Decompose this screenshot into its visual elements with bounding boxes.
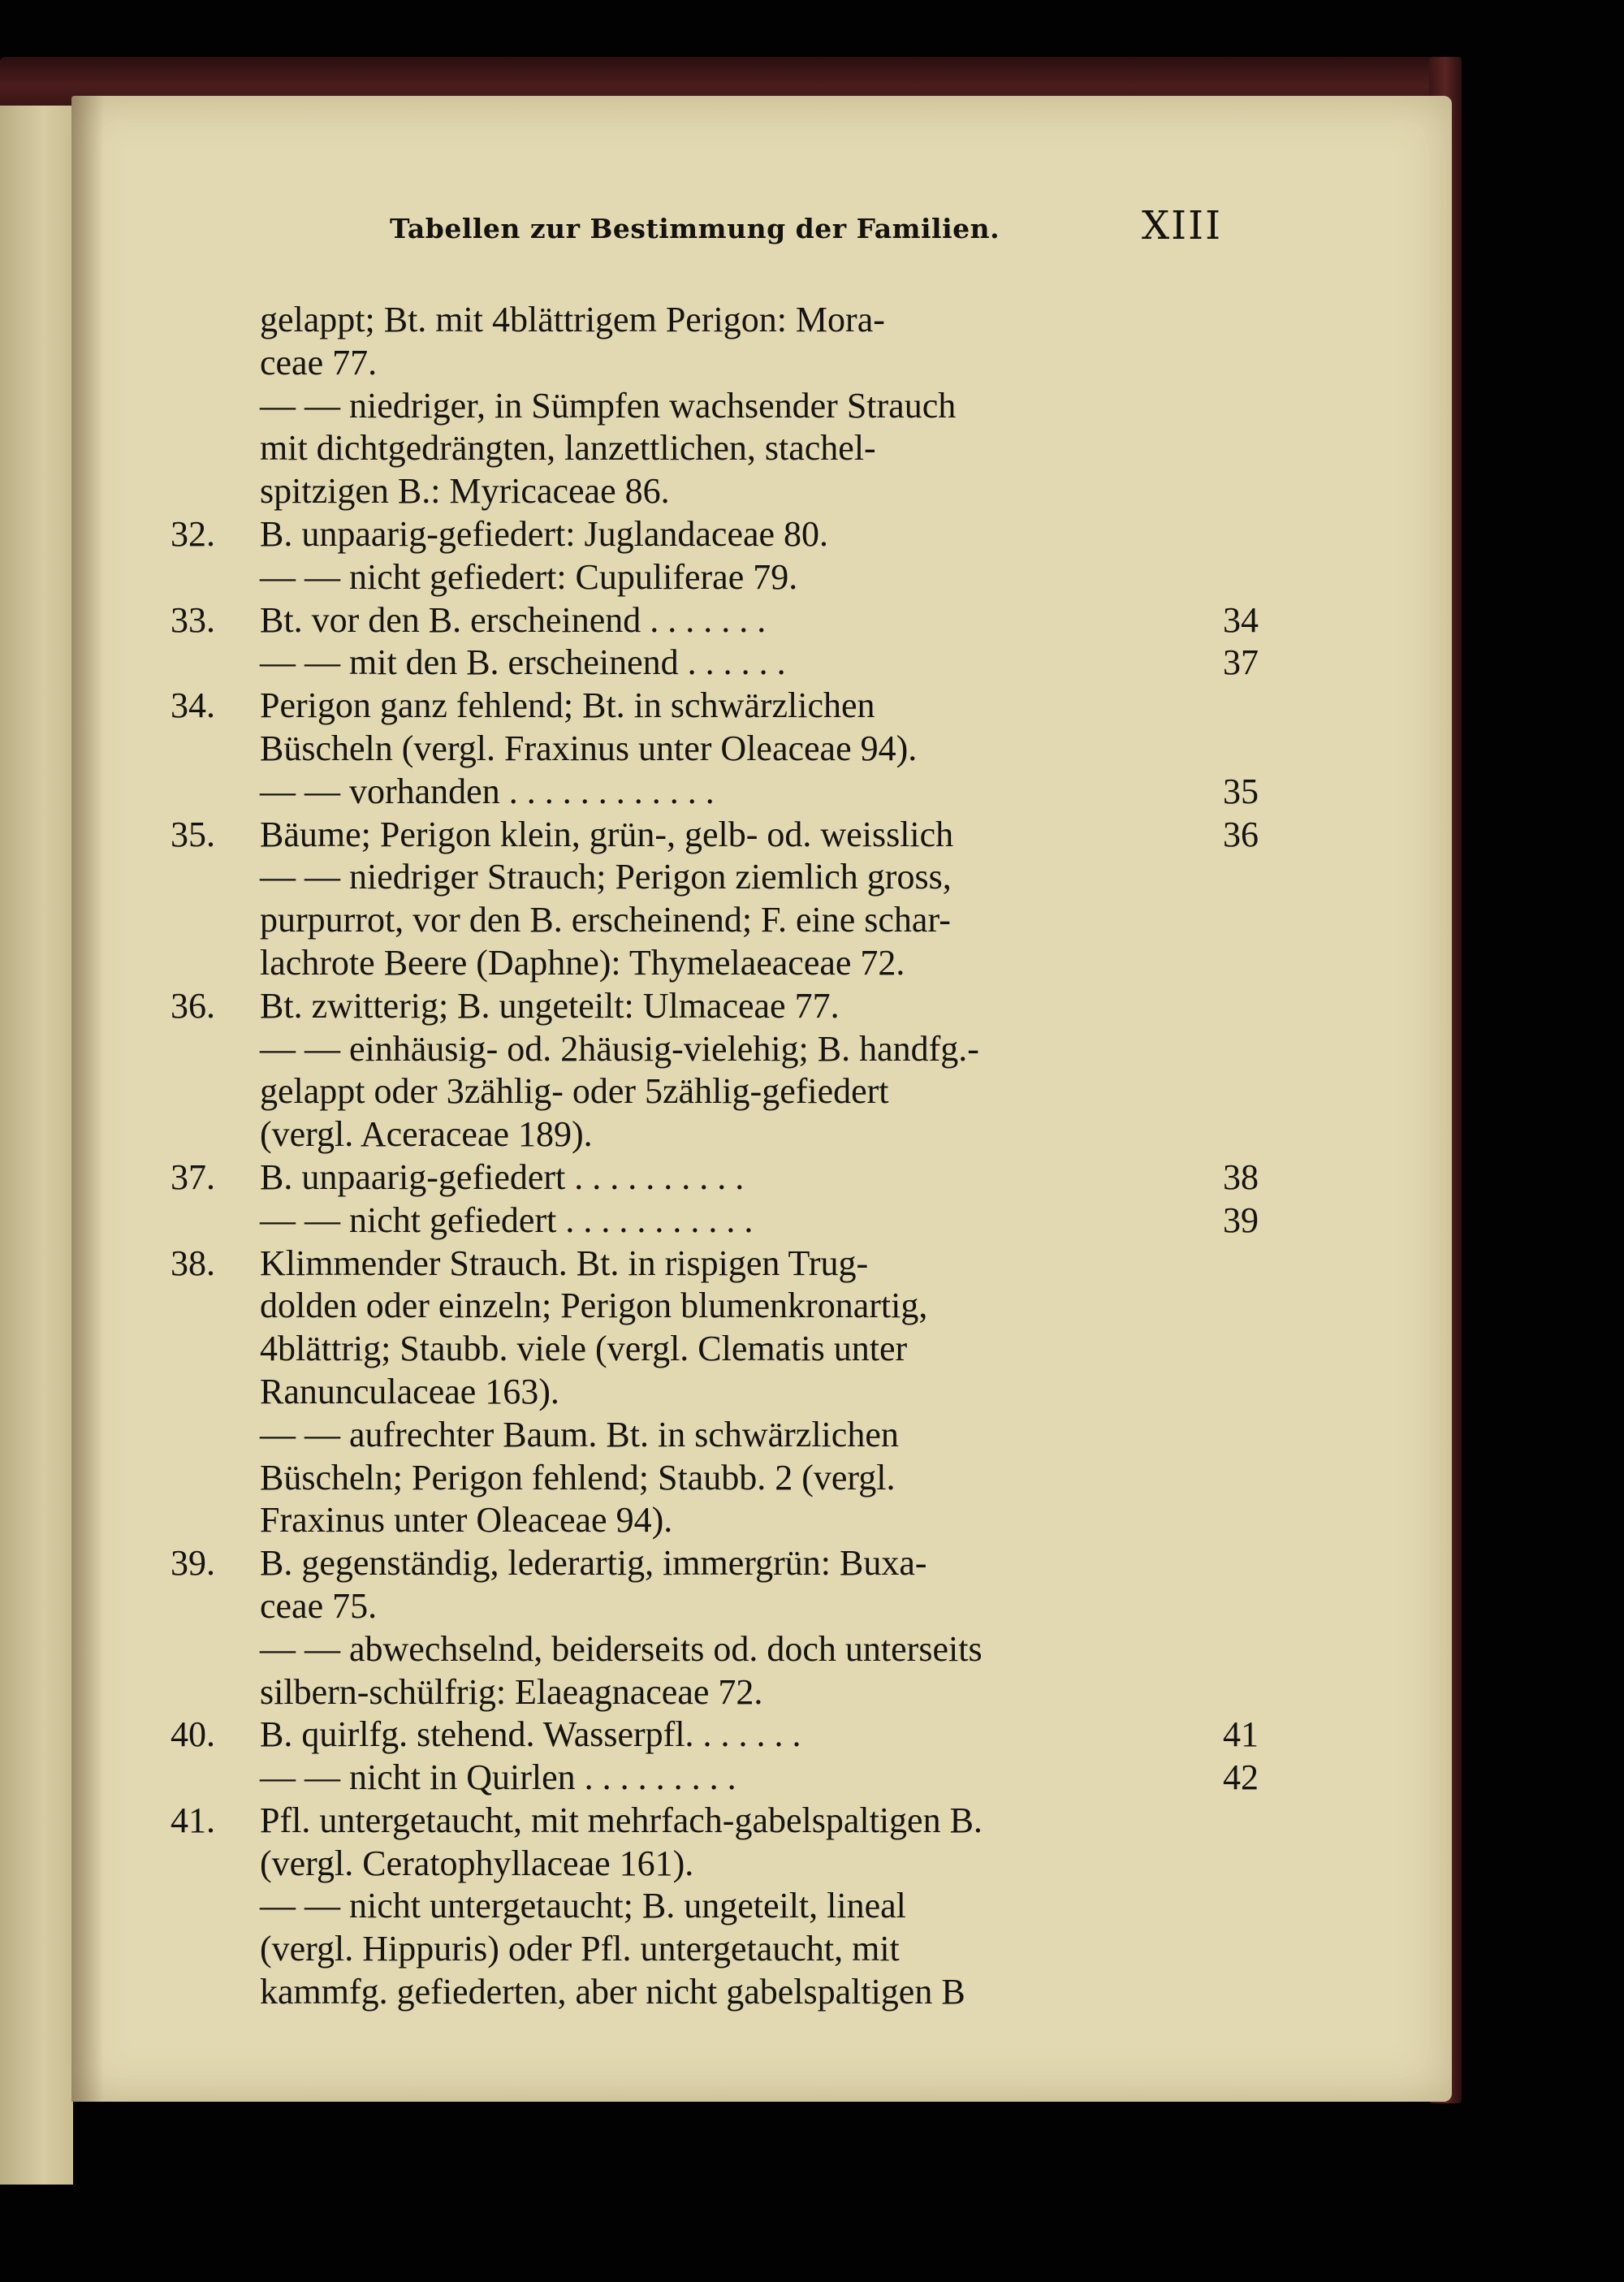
key-line (171, 1885, 1259, 1928)
key-line (171, 899, 1259, 942)
lead-reference: 38 (1223, 1156, 1259, 1197)
key-text: (vergl. Ceratophyllaceae 161). (260, 1843, 694, 1883)
key-line (171, 470, 1259, 513)
lead-reference: 42 (1223, 1757, 1259, 1798)
key-line (171, 985, 1259, 1028)
key-line (171, 1928, 1259, 1971)
key-text: silbern-schülfrig: Elaeagnaceae 72. (260, 1671, 763, 1712)
key-line (171, 1628, 1259, 1671)
couplet-number: 38. (171, 1243, 215, 1283)
key-line (171, 1156, 1259, 1199)
facing-page-edge (0, 106, 73, 2185)
key-line (171, 642, 1259, 685)
key-text: purpurrot, vor den B. erscheinend; F. eine schar- (260, 900, 951, 940)
key-line (171, 427, 1259, 470)
key-line (171, 299, 1259, 342)
key-text: B. unpaarig-gefiedert . . . . . . . . . . (260, 1156, 745, 1197)
key-line (171, 1971, 1259, 2014)
couplet-number: 33. (171, 599, 215, 640)
key-text: Pfl. untergetaucht, mit mehrfach-gabelspaltigen B. (260, 1800, 983, 1840)
key-text: — — einhäusig- od. 2häusig-vielehig; B. handfg.- (260, 1028, 979, 1069)
page-number: XIII (1142, 203, 1223, 249)
lead-reference: 35 (1223, 771, 1259, 811)
key-text: — — mit den B. erscheinend . . . . . . (260, 642, 786, 683)
key-line (171, 1542, 1259, 1585)
key-text: — — nicht gefiedert . . . . . . . . . . . (260, 1199, 754, 1240)
couplet-number: 36. (171, 985, 215, 1026)
lead-reference: 41 (1223, 1714, 1259, 1755)
key-text: Klimmender Strauch. Bt. in rispigen Trug- (260, 1243, 869, 1283)
key-line (171, 856, 1259, 899)
lead-reference: 39 (1223, 1199, 1259, 1240)
key-text: B. quirlfg. stehend. Wasserpfl. . . . . . . (260, 1714, 801, 1755)
key-text: lachrote Beere (Daphne): Thymelaeaceae 72. (260, 942, 905, 983)
couplet-number: 39. (171, 1543, 215, 1584)
lead-reference: 37 (1223, 642, 1259, 683)
key-text: — — niedriger, in Sümpfen wachsender Strauch (260, 385, 957, 426)
key-line (171, 599, 1259, 642)
couplet-number: 37. (171, 1156, 215, 1197)
key-line (171, 685, 1259, 728)
key-line (171, 1328, 1259, 1371)
key-text: 4blättrig; Staubb. viele (vergl. Clematis unter (260, 1329, 908, 1369)
key-text: (vergl. Hippuris) oder Pfl. untergetaucht, mit (260, 1929, 900, 1969)
key-line (171, 1800, 1259, 1843)
key-line (171, 385, 1259, 428)
key-text: B. gegenständig, lederartig, immergrün: Buxa- (260, 1543, 927, 1584)
key-text: spitzigen B.: Myricaceae 86. (260, 471, 670, 512)
key-text: Bt. vor den B. erscheinend . . . . . . . (260, 599, 767, 640)
key-line (171, 1499, 1259, 1542)
key-text: — — aufrechter Baum. Bt. in schwärzlichen (260, 1414, 899, 1454)
couplet-number: 41. (171, 1800, 215, 1840)
key-text: mit dichtgedrängten, lanzettlichen, stachel- (260, 428, 876, 469)
key-line (171, 1414, 1259, 1457)
key-line (171, 1243, 1259, 1286)
key-text: ceae 75. (260, 1585, 378, 1626)
key-line (171, 1028, 1259, 1071)
key-text: — — nicht untergetaucht; B. ungeteilt, lineal (260, 1886, 906, 1926)
key-line (171, 942, 1259, 985)
key-line (171, 1714, 1259, 1757)
key-line (171, 1843, 1259, 1886)
key-table-body (171, 299, 1259, 2014)
key-text: Bäume; Perigon klein, grün-, gelb- od. weisslich (260, 814, 954, 854)
key-line (171, 1457, 1259, 1500)
key-line (171, 1671, 1259, 1714)
lead-reference: 34 (1223, 599, 1259, 640)
couplet-number: 34. (171, 685, 215, 726)
lead-reference: 36 (1223, 814, 1259, 854)
key-text: kammfg. gefiederten, aber nicht gabelspaltigen B (260, 1972, 965, 2012)
key-text: — — niedriger Strauch; Perigon ziemlich gross, (260, 857, 952, 897)
key-text: gelappt; Bt. mit 4blättrigem Perigon: Mora- (260, 300, 885, 339)
couplet-number: 35. (171, 814, 215, 854)
key-text: — — nicht gefiedert: Cupuliferae 79. (260, 556, 798, 597)
key-text: gelappt oder 3zählig- oder 5zählig-gefiedert (260, 1071, 889, 1112)
key-text: Büscheln (vergl. Fraxinus unter Oleaceae 94). (260, 728, 918, 768)
key-text: ceae 77. (260, 342, 378, 382)
key-line (171, 556, 1259, 599)
key-line (171, 728, 1259, 771)
key-line (171, 1371, 1259, 1414)
key-text: Bt. zwitterig; B. ungeteilt: Ulmaceae 77. (260, 985, 840, 1026)
key-line (171, 1285, 1259, 1328)
key-line (171, 1070, 1259, 1113)
key-text: — — nicht in Quirlen . . . . . . . . . (260, 1757, 736, 1798)
key-text: — — vorhanden . . . . . . . . . . . . (260, 771, 715, 811)
key-text: dolden oder einzeln; Perigon blumenkronartig, (260, 1286, 928, 1326)
key-line (171, 1757, 1259, 1800)
key-text: Perigon ganz fehlend; Bt. in schwärzlichen (260, 685, 875, 726)
couplet-number: 40. (171, 1714, 215, 1755)
key-text: Ranunculaceae 163). (260, 1371, 559, 1411)
key-line (171, 1199, 1259, 1243)
running-head: Tabellen zur Bestimmung der Familien. (390, 213, 1000, 244)
key-text: B. unpaarig-gefiedert: Juglandaceae 80. (260, 513, 829, 554)
key-text: — — abwechselnd, beiderseits od. doch unterseits (260, 1628, 983, 1669)
key-text: Fraxinus unter Oleaceae 94). (260, 1500, 673, 1541)
couplet-number: 32. (171, 513, 215, 554)
key-line (171, 771, 1259, 814)
key-line (171, 1585, 1259, 1628)
key-text: Büscheln; Perigon fehlend; Staubb. 2 (vergl. (260, 1457, 896, 1498)
key-line (171, 814, 1259, 857)
key-line (171, 1113, 1259, 1156)
key-text: (vergl. Aceraceae 189). (260, 1114, 593, 1155)
key-line (171, 342, 1259, 385)
gutter-shadow (71, 96, 104, 2102)
key-line (171, 513, 1259, 556)
